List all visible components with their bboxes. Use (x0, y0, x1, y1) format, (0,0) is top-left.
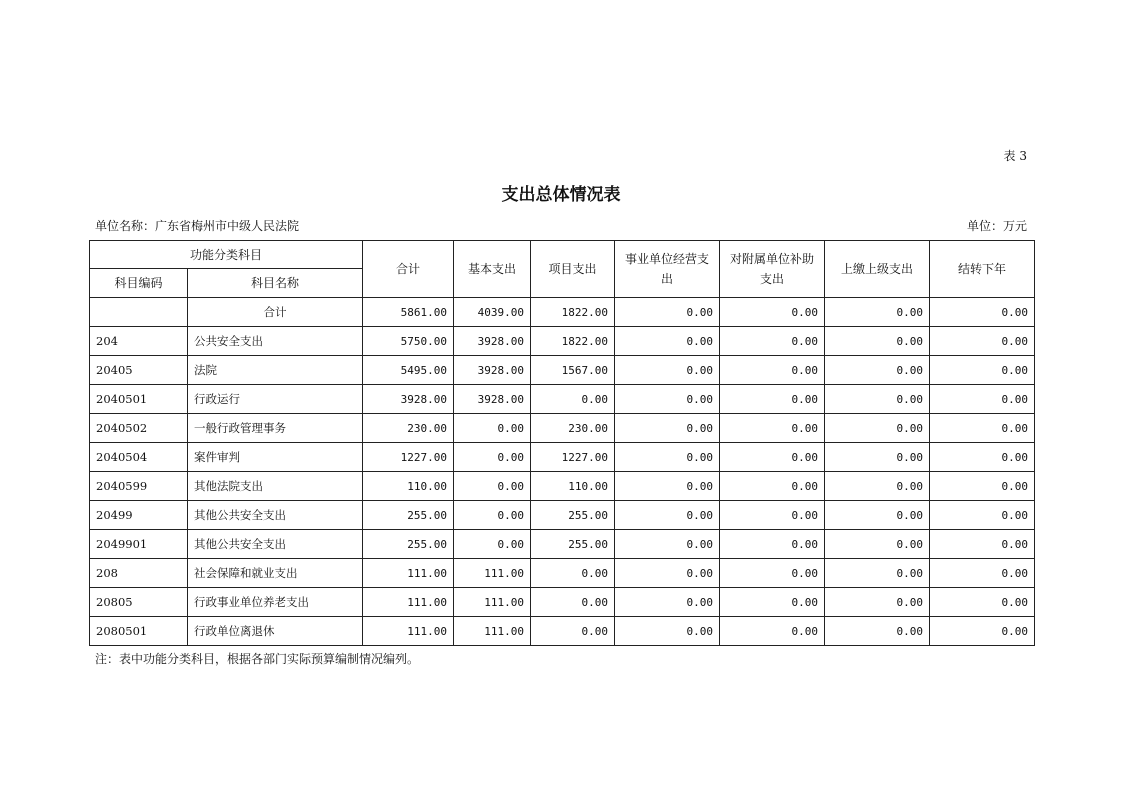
table-row (90, 327, 1035, 356)
cell-upper: 0.00 (825, 559, 930, 588)
cell-code: 2040501 (90, 385, 188, 414)
cell-upper: 0.00 (825, 588, 930, 617)
header-business: 事业单位经营支出 (615, 241, 720, 298)
cell-basic: 111.00 (454, 588, 531, 617)
table-row (90, 559, 1035, 588)
cell-code: 208 (90, 559, 188, 588)
cell-subsidy: 0.00 (720, 356, 825, 385)
cell-total: 110.00 (363, 472, 454, 501)
cell-basic: 0.00 (454, 414, 531, 443)
cell-carry: 0.00 (930, 588, 1035, 617)
header-project: 项目支出 (531, 241, 615, 298)
header-basic: 基本支出 (454, 241, 531, 298)
cell-upper: 0.00 (825, 443, 930, 472)
table-body (90, 298, 1035, 646)
cell-carry: 0.00 (930, 530, 1035, 559)
cell-basic: 111.00 (454, 559, 531, 588)
cell-subsidy: 0.00 (720, 472, 825, 501)
cell-upper: 0.00 (825, 327, 930, 356)
cell-basic: 0.00 (454, 501, 531, 530)
cell-name: 合计 (188, 298, 363, 327)
cell-business: 0.00 (615, 327, 720, 356)
cell-upper: 0.00 (825, 385, 930, 414)
table-row (90, 617, 1035, 646)
cell-basic: 3928.00 (454, 385, 531, 414)
cell-project: 1822.00 (531, 298, 615, 327)
cell-project: 1227.00 (531, 443, 615, 472)
cell-total: 5495.00 (363, 356, 454, 385)
cell-carry: 0.00 (930, 414, 1035, 443)
cell-total: 111.00 (363, 559, 454, 588)
header-upper: 上缴上级支出 (825, 241, 930, 298)
cell-basic: 111.00 (454, 617, 531, 646)
cell-project: 255.00 (531, 530, 615, 559)
cell-upper: 0.00 (825, 617, 930, 646)
cell-subsidy: 0.00 (720, 327, 825, 356)
cell-upper: 0.00 (825, 501, 930, 530)
cell-name: 其他公共安全支出 (188, 501, 363, 530)
cell-name: 其他法院支出 (188, 472, 363, 501)
cell-upper: 0.00 (825, 472, 930, 501)
cell-code (90, 298, 188, 327)
cell-total: 5861.00 (363, 298, 454, 327)
table-row (90, 385, 1035, 414)
cell-subsidy: 0.00 (720, 443, 825, 472)
cell-business: 0.00 (615, 559, 720, 588)
cell-name: 其他公共安全支出 (188, 530, 363, 559)
cell-project: 0.00 (531, 559, 615, 588)
header-name: 科目名称 (188, 269, 363, 298)
cell-upper: 0.00 (825, 530, 930, 559)
unit-measure-label: 单位：万元 (966, 219, 1027, 233)
cell-business: 0.00 (615, 443, 720, 472)
cell-subsidy: 0.00 (720, 414, 825, 443)
cell-carry: 0.00 (930, 327, 1035, 356)
cell-total: 111.00 (363, 617, 454, 646)
table-row (90, 443, 1035, 472)
cell-business: 0.00 (615, 385, 720, 414)
cell-upper: 0.00 (825, 356, 930, 385)
header-subsidy: 对附属单位补助支出 (720, 241, 825, 298)
cell-carry: 0.00 (930, 385, 1035, 414)
cell-upper: 0.00 (825, 298, 930, 327)
cell-basic: 0.00 (454, 472, 531, 501)
table-row (90, 588, 1035, 617)
cell-total: 5750.00 (363, 327, 454, 356)
table-number-label: 表 3 (1003, 149, 1027, 163)
cell-basic: 0.00 (454, 443, 531, 472)
cell-project: 110.00 (531, 472, 615, 501)
cell-name: 公共安全支出 (188, 327, 363, 356)
cell-business: 0.00 (615, 298, 720, 327)
cell-project: 1822.00 (531, 327, 615, 356)
cell-carry: 0.00 (930, 298, 1035, 327)
cell-name: 案件审判 (188, 443, 363, 472)
unit-name-label: 单位名称：广东省梅州市中级人民法院 (95, 219, 300, 233)
cell-name: 行政单位离退休 (188, 617, 363, 646)
cell-subsidy: 0.00 (720, 298, 825, 327)
expenditure-table (89, 240, 1035, 646)
cell-carry: 0.00 (930, 443, 1035, 472)
cell-code: 2040599 (90, 472, 188, 501)
cell-name: 行政事业单位养老支出 (188, 588, 363, 617)
cell-business: 0.00 (615, 356, 720, 385)
cell-project: 230.00 (531, 414, 615, 443)
cell-code: 2040504 (90, 443, 188, 472)
cell-business: 0.00 (615, 530, 720, 559)
cell-code: 20805 (90, 588, 188, 617)
cell-subsidy: 0.00 (720, 530, 825, 559)
cell-total: 111.00 (363, 588, 454, 617)
cell-project: 1567.00 (531, 356, 615, 385)
table-row (90, 472, 1035, 501)
cell-upper: 0.00 (825, 414, 930, 443)
header-code: 科目编码 (90, 269, 188, 298)
cell-subsidy: 0.00 (720, 588, 825, 617)
cell-total: 255.00 (363, 501, 454, 530)
cell-name: 法院 (188, 356, 363, 385)
table-row-total (90, 298, 1035, 327)
cell-code: 20499 (90, 501, 188, 530)
cell-basic: 0.00 (454, 530, 531, 559)
cell-basic: 3928.00 (454, 356, 531, 385)
cell-name: 一般行政管理事务 (188, 414, 363, 443)
page-title: 支出总体情况表 (501, 185, 621, 205)
header-carry: 结转下年 (930, 241, 1035, 298)
cell-project: 255.00 (531, 501, 615, 530)
cell-business: 0.00 (615, 617, 720, 646)
header-total: 合计 (363, 241, 454, 298)
cell-basic: 4039.00 (454, 298, 531, 327)
cell-project: 0.00 (531, 617, 615, 646)
cell-carry: 0.00 (930, 559, 1035, 588)
cell-business: 0.00 (615, 588, 720, 617)
cell-project: 0.00 (531, 385, 615, 414)
cell-code: 2080501 (90, 617, 188, 646)
table-row (90, 501, 1035, 530)
cell-carry: 0.00 (930, 501, 1035, 530)
cell-business: 0.00 (615, 472, 720, 501)
cell-total: 3928.00 (363, 385, 454, 414)
table-row (90, 530, 1035, 559)
cell-carry: 0.00 (930, 356, 1035, 385)
cell-carry: 0.00 (930, 472, 1035, 501)
cell-subsidy: 0.00 (720, 385, 825, 414)
cell-basic: 3928.00 (454, 327, 531, 356)
cell-total: 1227.00 (363, 443, 454, 472)
cell-business: 0.00 (615, 501, 720, 530)
cell-code: 2040502 (90, 414, 188, 443)
cell-business: 0.00 (615, 414, 720, 443)
header-func-group: 功能分类科目 (90, 241, 363, 269)
table-row (90, 414, 1035, 443)
cell-code: 204 (90, 327, 188, 356)
cell-carry: 0.00 (930, 617, 1035, 646)
cell-code: 2049901 (90, 530, 188, 559)
cell-subsidy: 0.00 (720, 501, 825, 530)
table-row (90, 356, 1035, 385)
footnote: 注：表中功能分类科目，根据各部门实际预算编制情况编列。 (95, 652, 420, 666)
cell-total: 255.00 (363, 530, 454, 559)
cell-subsidy: 0.00 (720, 617, 825, 646)
cell-project: 0.00 (531, 588, 615, 617)
cell-name: 社会保障和就业支出 (188, 559, 363, 588)
cell-total: 230.00 (363, 414, 454, 443)
cell-subsidy: 0.00 (720, 559, 825, 588)
cell-name: 行政运行 (188, 385, 363, 414)
cell-code: 20405 (90, 356, 188, 385)
